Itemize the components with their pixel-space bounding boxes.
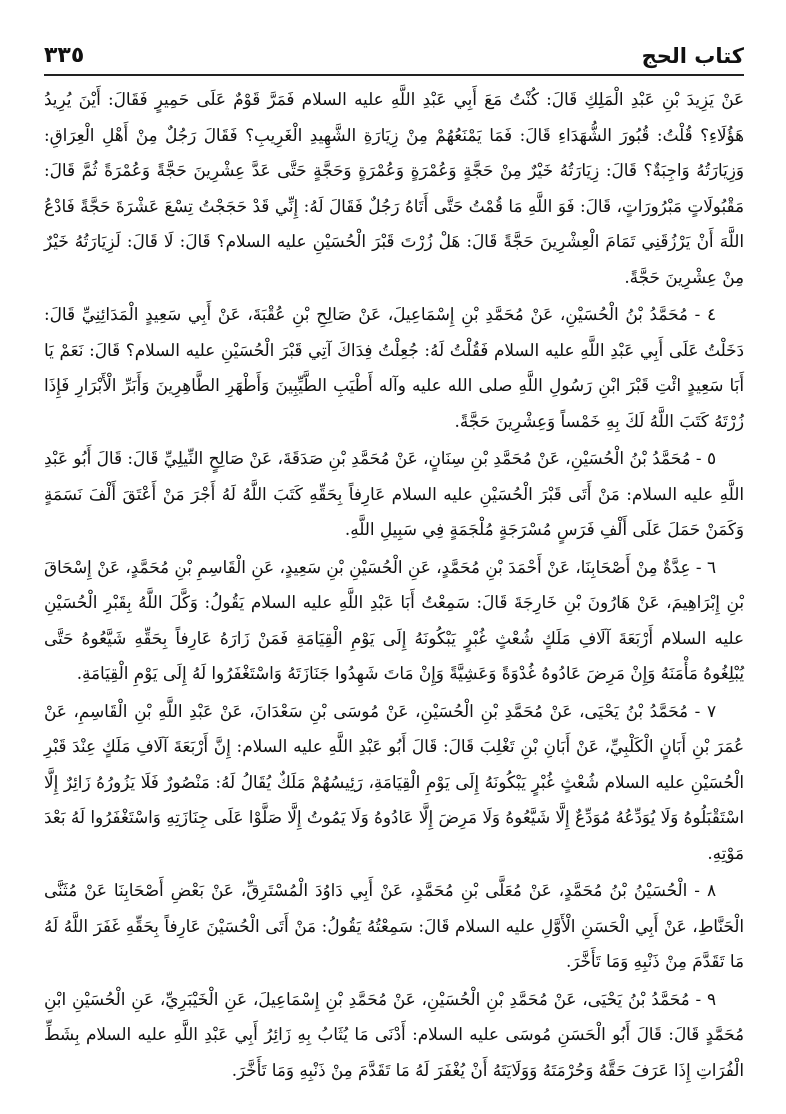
hadith-9: ٩ - مُحَمَّدُ بْنُ يَحْيَى، عَنْ مُحَمَّدِ بْنِ الْحُسَيْنِ، عَنْ مُحَمَّدِ بْنِ إِسْمَاعِيلَ، عَنِ الْخَيْبَرِيِّ، عَنِ الْحُسَيْنِ ابْنِ مُحَمَّدٍ قَالَ: قَالَ أَبُو الْحَسَنِ مُوسَى عليه السلام: أَدْنَى مَا يُثَابُ بِهِ زَائِرُ أَبِي عَبْدِ اللَّهِ عليه السلام بِشَطِّ الْفُرَاتِ إِذَا عَرَفَ حَقَّهُ وَحُرْمَتَهُ وَوَلَايَتَهُ أَنْ يُغْفَرَ لَهُ مَا تَقَدَّمَ مِنْ ذَنْبِهِ وَمَا تَأَخَّرَ. bbox=[44, 988, 744, 1080]
book-title: كتاب الحج bbox=[641, 44, 744, 68]
hadith-5: ٥ - مُحَمَّدُ بْنُ الْحُسَيْنِ، عَنْ مُحَمَّدِ بْنِ سِنَانٍ، عَنْ مُحَمَّدِ بْنِ صَدَقَةَ، عَنْ صَالِحٍ النِّيلِيِّ قَالَ: قَالَ أَبُو عَبْدِ اللَّهِ عليه السلام: مَنْ أَتَى قَبْرَ الْحُسَيْنِ عليه السلام عَارِفاً بِحَقِّهِ كَتَبَ اللَّهُ لَهُ أَجْرَ مَنْ أَعْتَقَ أَلْفَ نَسَمَةٍ وَكَمَنْ حَمَلَ عَلَى أَلْفِ فَرَسٍ مُسْرَجَةٍ مُلْجَمَةٍ فِي سَبِيلِ اللَّهِ. bbox=[44, 448, 744, 539]
page-number: ٣٣٥ bbox=[44, 43, 85, 68]
hadith-7: ٧ - مُحَمَّدُ بْنُ يَحْيَى، عَنْ مُحَمَّدِ بْنِ الْحُسَيْنِ، عَنْ مُوسَى بْنِ سَعْدَانَ، عَنْ عَبْدِ اللَّهِ بْنِ الْقَاسِمِ، عَنْ عُمَرَ بْنِ أَبَانٍ الْكَلْبِيِّ، عَنْ أَبَانِ بْنِ تَغْلِبَ قَالَ: قَالَ أَبُو عَبْدِ اللَّهِ عليه السلام: إِنَّ أَرْبَعَةَ آلَافِ مَلَكٍ عِنْدَ قَبْرِ الْحُسَيْنِ عليه السلام شُعْثٍ غُبْرٍ يَبْكُونَهُ إِلَى يَوْمِ الْقِيَامَةِ، رَئِيسُهُمْ مَلَكٌ يُقَالُ لَهُ: مَنْصُورٌ فَلَا يَزُورُهُ زَائِرٌ إِلَّا اسْتَقْبَلُوهُ وَلَا يُوَدِّعُهُ مُوَدِّعٌ إِلَّا شَيَّعُوهُ وَلَا مَرِضَ إِلَّا عَادُوهُ وَلَا يَمُوتُ إِلَّا صَلَّوْا عَلَى جِنَازَتِهِ وَاسْتَغْفَرُوا لَهُ بَعْدَ مَوْتِهِ. bbox=[44, 700, 744, 863]
hadith-6: ٦ - عِدَّةٌ مِنْ أَصْحَابِنَا، عَنْ أَحْمَدَ بْنِ مُحَمَّدٍ، عَنِ الْحُسَيْنِ بْنِ سَعِيدٍ، عَنِ الْقَاسِمِ بْنِ مُحَمَّدٍ، عَنْ إِسْحَاقَ بْنِ إِبْرَاهِيمَ، عَنْ هَارُونَ بْنِ خَارِجَةَ قَالَ: سَمِعْتُ أَبَا عَبْدِ اللَّهِ عليه السلام يَقُولُ: وَكَّلَ اللَّهُ بِقَبْرِ الْحُسَيْنِ عليه السلام أَرْبَعَةَ آلَافِ مَلَكٍ شُعْثٍ غُبْرٍ يَبْكُونَهُ إِلَى يَوْمِ الْقِيَامَةِ فَمَنْ زَارَهُ عَارِفاً بِحَقِّهِ شَيَّعُوهُ حَتَّى يُبْلِغُوهُ مَأْمَنَهُ وَإِنْ مَرِضَ عَادُوهُ غُدْوَةً وَعَشِيَّةً وَإِنْ مَاتَ شَهِدُوا جَنَازَتَهُ وَاسْتَغْفَرُوا لَهُ إِلَى يَوْمِ الْقِيَامَةِ. bbox=[44, 556, 744, 683]
hadith-8: ٨ - الْحُسَيْنُ بْنُ مُحَمَّدٍ، عَنْ مُعَلَّى بْنِ مُحَمَّدٍ، عَنْ أَبِي دَاوُدَ الْمُسْتَرِقِّ، عَنْ بَعْضِ أَصْحَابِنَا عَنْ مُثَنَّى الْحَنَّاطِ، عَنْ أَبِي الْحَسَنِ الْأَوَّلِ عليه السلام قَالَ: سَمِعْتُهُ يَقُولُ: مَنْ أَتَى الْحُسَيْنَ عَارِفاً بِحَقِّهِ غَفَرَ اللَّهُ لَهُ مَا تَقَدَّمَ مِنْ ذَنْبِهِ وَمَا تَأَخَّرَ. bbox=[44, 880, 744, 971]
hadith-4: ٤ - مُحَمَّدُ بْنُ الْحُسَيْنِ، عَنْ مُحَمَّدِ بْنِ إِسْمَاعِيلَ، عَنْ صَالِحِ بْنِ عُقْبَةَ، عَنْ أَبِي سَعِيدٍ الْمَدَائِنِيِّ قَالَ: دَخَلْتُ عَلَى أَبِي عَبْدِ اللَّهِ عليه السلام فَقُلْتُ لَهُ: جُعِلْتُ فِدَاكَ آتِي قَبْرَ الْحُسَيْنِ عليه السلام؟ قَالَ: نَعَمْ يَا أَبَا سَعِيدٍ ائْتِ قَبْرَ ابْنِ رَسُولِ اللَّهِ صلى الله عليه وآله أَطْيَبِ الطَّيِّبِينَ وَأَطْهَرِ الطَّاهِرِينَ وَأَبَرِّ الْأَبْرَارِ فَإِذَا زُرْتَهُ كَتَبَ اللَّهُ لَكَ بِهِ خَمْساً وَعِشْرِينَ حَجَّةً. bbox=[44, 304, 744, 431]
hadith-continuation: عَنْ يَزِيدَ بْنِ عَبْدِ الْمَلِكِ قَالَ: كُنْتُ مَعَ أَبِي عَبْدِ اللَّهِ عليه السلام فَمَرَّ قَوْمٌ عَلَى حَمِيرٍ فَقَالَ: أَيْنَ يُرِيدُ هَؤُلَاءِ؟ قُلْتُ: قُبُورَ الشُّهَدَاءِ قَالَ: فَمَا يَمْنَعُهُمْ مِنْ زِيَارَةِ الشَّهِيدِ الْغَرِيبِ؟ فَقَالَ رَجُلٌ مِنْ أَهْلِ الْعِرَاقِ: وَزِيَارَتُهُ وَاجِبَةٌ؟ قَالَ: زِيَارَتُهُ خَيْرٌ مِنْ حَجَّةٍ وَعُمْرَةٍ وَعُمْرَةٍ وَحَجَّةٍ حَتَّى عَدَّ عِشْرِينَ حَجَّةً وَعُمْرَةً ثُمَّ قَالَ: مَقْبُولَاتٍ مَبْرُورَاتٍ، قَالَ: فَوَ اللَّهِ مَا قُمْتُ حَتَّى أَتَاهُ رَجُلٌ فَقَالَ لَهُ: إِنِّي قَدْ حَجَجْتُ تِسْعَ عَشْرَةَ حَجَّةً فَادْعُ اللَّهَ أَنْ يَرْزُقَنِي تَمَامَ الْعِشْرِينَ حَجَّةً قَالَ: هَلْ زُرْتَ قَبْرَ الْحُسَيْنِ عليه السلام؟ قَالَ: لَا قَالَ: لَزِيَارَتُهُ خَيْرٌ مِنْ عِشْرِينَ حَجَّةً. bbox=[44, 89, 744, 287]
page-header bbox=[44, 24, 744, 76]
page-body bbox=[44, 82, 744, 1090]
